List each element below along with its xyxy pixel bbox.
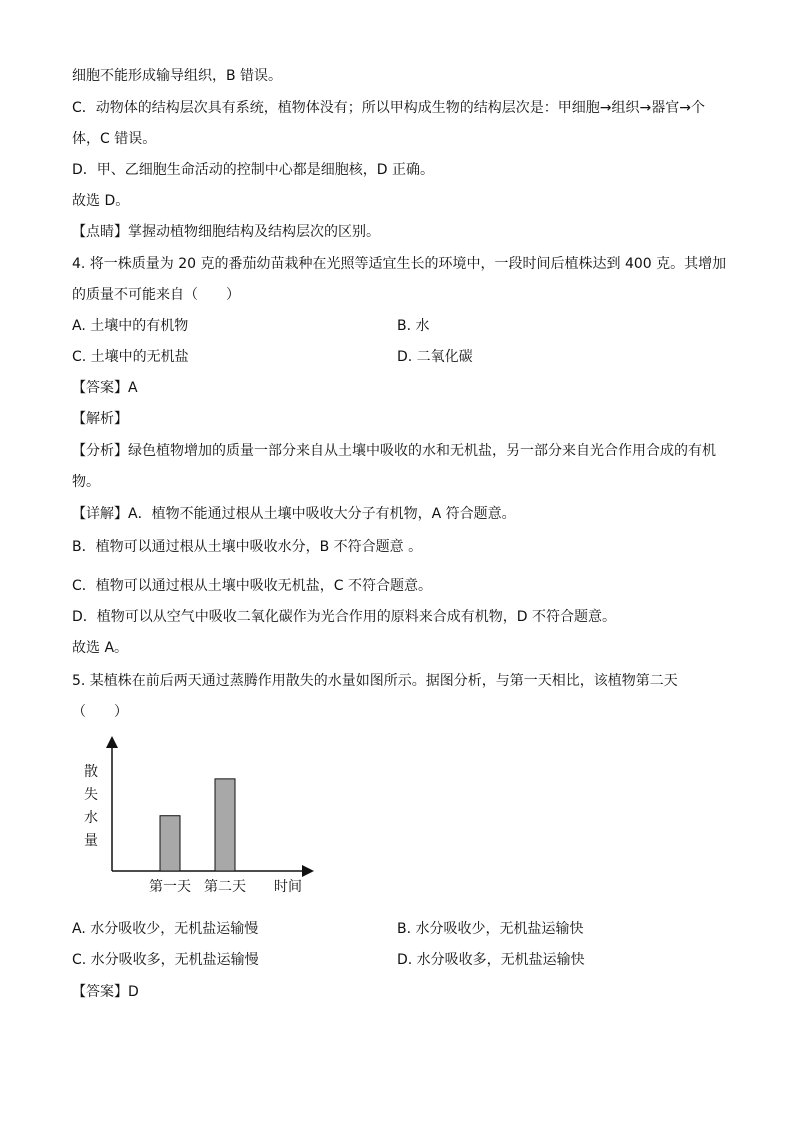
option-c: C. 土壤中的无机盐 <box>72 349 189 365</box>
option-b: B. 水 <box>397 318 430 334</box>
category-label: 第二天 <box>204 879 246 895</box>
y-label-char: 散 <box>84 764 98 780</box>
analysis-text: 【分析】绿色植物增加的质量一部分来自从土壤中吸收的水和无机盐，另一部分来自光合作用合成的有机 <box>72 443 716 459</box>
question-stem: （ ） <box>72 704 128 720</box>
detail-b: B．植物可以通过根从土壤中吸收水分，B 不符合题意 。 <box>72 539 423 555</box>
analysis-heading: 【解析】 <box>72 411 128 427</box>
final-choice: 故选 A。 <box>72 640 129 656</box>
detail-a: 【详解】A．植物不能通过根从土壤中吸收大分子有机物，A 符合题意。 <box>72 506 516 522</box>
text-line: 细胞不能形成输导组织，B 错误。 <box>72 68 283 84</box>
question-stem: 5. 某植株在前后两天通过蒸腾作用散失的水量如图所示。据图分析，与第一天相比，该植物第二天 <box>72 673 678 689</box>
detail-c: C．植物可以通过根从土壤中吸收无机盐，C 不符合题意。 <box>72 578 432 594</box>
key-point: 【点睛】掌握动植物细胞结构及结构层次的区别。 <box>72 224 380 240</box>
option-d: D. 二氧化碳 <box>397 349 473 365</box>
text-line: D．甲、乙细胞生命活动的控制中心都是细胞核，D 正确。 <box>72 162 435 178</box>
option-b: B. 水分吸收少，无机盐运输快 <box>397 921 584 937</box>
bar-2 <box>215 779 235 871</box>
y-label-char: 失 <box>84 787 98 803</box>
bars <box>160 779 235 871</box>
option-a: A. 水分吸收少，无机盐运输慢 <box>72 921 259 937</box>
category-label: 第一天 <box>149 879 191 895</box>
option-a: A. 土壤中的有机物 <box>72 318 189 334</box>
text-line: 体，C 错误。 <box>72 131 157 147</box>
y-label-char: 水 <box>84 810 98 826</box>
analysis-text: 物。 <box>72 474 100 490</box>
bar-1 <box>160 816 180 871</box>
answer: 【答案】A <box>72 380 138 396</box>
transpiration-bar-chart <box>72 730 332 900</box>
question-stem: 的质量不可能来自（ ） <box>72 287 240 303</box>
y-label-char: 量 <box>84 833 98 849</box>
x-axis-label: 时间 <box>274 879 302 895</box>
option-c: C. 水分吸收多，无机盐运输慢 <box>72 952 259 968</box>
question-stem: 4. 将一株质量为 20 克的番茄幼苗栽种在光照等适宜生长的环境中，一段时间后植株达到 400 克。其增加 <box>72 256 727 272</box>
text-line: 故选 D。 <box>72 193 130 209</box>
detail-d: D．植物可以从空气中吸收二氧化碳作为光合作用的原料来合成有机物，D 不符合题意。 <box>72 609 617 625</box>
answer: 【答案】D <box>72 984 139 1000</box>
y-axis-label <box>84 763 98 849</box>
category-labels <box>149 879 246 895</box>
text-line: C．动物体的结构层次具有系统，植物体没有；所以甲构成生物的结构层次是：甲细胞→组织→器官→个 <box>72 100 705 116</box>
option-d: D. 水分吸收多，无机盐运输快 <box>397 952 585 968</box>
